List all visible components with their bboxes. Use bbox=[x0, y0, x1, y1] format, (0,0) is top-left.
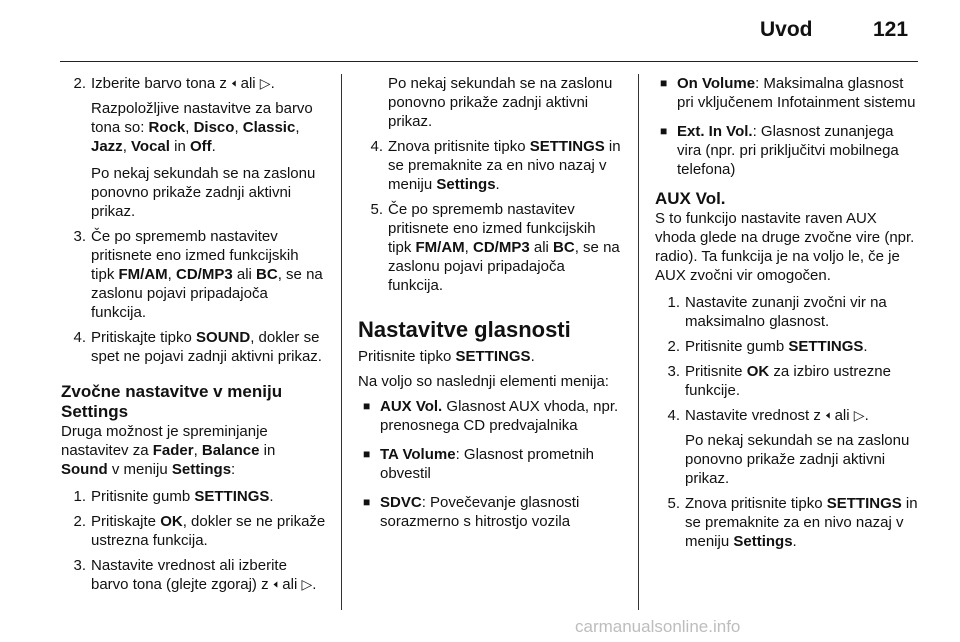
page-header-title: Uvod bbox=[760, 18, 813, 41]
paragraph: Druga možnost je spreminjanje nastavitev za Fader, Balance in Sound v meniju Settings: bbox=[61, 423, 276, 478]
section-heading: AUX Vol. bbox=[655, 189, 726, 208]
list-item: 5. Če po sprememb nastavitev pritisnete eno izmed funkcijskih tipk FM/AM, CD/MP3 ali BC, se na zaslonu pojavi pripadajoča funkcija. bbox=[370, 201, 620, 294]
right-arrow-icon: ▷ bbox=[301, 576, 313, 592]
section-heading: Nastavitve glasnosti bbox=[358, 317, 571, 342]
watermark: carmanualsonline.info bbox=[575, 617, 741, 636]
header-rule bbox=[60, 61, 918, 62]
left-arrow-icon: 🢐 bbox=[825, 407, 831, 423]
list-item: 1. Nastavite zunanji zvočni vir na maksimalno glasnost. bbox=[667, 294, 887, 330]
list-item: 2. Pritisnite gumb SETTINGS. bbox=[667, 338, 868, 355]
bullet-icon: ■ bbox=[363, 495, 371, 509]
bullet-icon: ■ bbox=[363, 399, 371, 413]
paragraph: Na voljo so naslednji elementi menija: bbox=[358, 373, 609, 390]
paragraph: Po nekaj sekundah se na zaslonu ponovno prikaže zadnji aktivni prikaz. bbox=[685, 432, 910, 487]
list-item: 3. Nastavite vrednost ali izberite barvo tona (glejte zgoraj) z 🢐 ali ▷. bbox=[73, 557, 317, 593]
list-item: ■ On Volume: Maksimalna glasnost pri vključenem Infotainment sistemu bbox=[660, 75, 916, 111]
list-item: ■ AUX Vol. Glasnost AUX vhoda, npr. prenosnega CD predvajalnika bbox=[363, 398, 619, 434]
left-arrow-icon: 🢐 bbox=[272, 576, 279, 592]
list-item: 1. Pritisnite gumb SETTINGS. bbox=[73, 488, 274, 505]
paragraph: S to funkcijo nastavite raven AUX vhoda glede na druge zvočne vire (npr. radio). Ta funkcija je na voljo le, če je AUX zvočni vir omogočen. bbox=[655, 210, 915, 284]
paragraph: Razpoložljive nastavitve za barvo tona so: Rock, Disco, Classic, Jazz, Vocal in Off. bbox=[91, 100, 313, 155]
bullet-icon: ■ bbox=[660, 124, 668, 138]
column-divider-1 bbox=[341, 74, 342, 610]
column-3 bbox=[655, 74, 920, 557]
column-1 bbox=[61, 74, 326, 600]
list-item: 3. Če po sprememb nastavitev pritisnete eno izmed funkcijskih tipk FM/AM, CD/MP3 ali BC, se na zaslonu pojavi pripadajoča funkcija. bbox=[73, 228, 323, 321]
list-item: ■ Ext. In Vol.: Glasnost zunanjega vira (npr. pri priključitvi mobilnega telefona) bbox=[660, 123, 899, 178]
list-item: 4. Znova pritisnite tipko SETTINGS in se premaknite za en nivo nazaj v meniju Settings. bbox=[370, 138, 621, 193]
list-item: ■ SDVC: Povečevanje glasnosti sorazmerno s hitrostjo vozila bbox=[363, 494, 580, 530]
right-arrow-icon: ▷ bbox=[853, 407, 865, 423]
paragraph: Po nekaj sekundah se na zaslonu ponovno prikaže zadnji aktivni prikaz. bbox=[388, 75, 613, 130]
section-heading: Zvočne nastavitve v meniju Settings bbox=[61, 382, 283, 421]
page-number: 121 bbox=[873, 18, 909, 41]
bullet-icon: ■ bbox=[660, 76, 668, 90]
list-item: ■ TA Volume: Glasnost prometnih obvestil bbox=[363, 446, 594, 482]
column-2 bbox=[358, 74, 623, 541]
paragraph: Pritisnite tipko SETTINGS. bbox=[358, 348, 535, 365]
list-item: 5. Znova pritisnite tipko SETTINGS in se premaknite za en nivo nazaj v meniju Settings. bbox=[667, 495, 918, 550]
column-divider-2 bbox=[638, 74, 639, 610]
left-arrow-icon: 🢐 bbox=[231, 75, 237, 91]
list-item: 3. Pritisnite OK za izbiro ustrezne funkcije. bbox=[667, 363, 891, 399]
list-item: 4. Pritiskajte tipko SOUND, dokler se spet ne pojavi zadnji aktivni prikaz. bbox=[73, 329, 322, 365]
right-arrow-icon: ▷ bbox=[259, 75, 271, 91]
list-item: 4. Nastavite vrednost z 🢐 ali ▷. bbox=[667, 407, 869, 424]
list-item: 2. Izberite barvo tona z 🢐 ali ▷. bbox=[73, 75, 275, 92]
bullet-icon: ■ bbox=[363, 447, 371, 461]
list-item: 2. Pritiskajte OK, dokler se ne prikaže ustrezna funkcija. bbox=[73, 513, 326, 549]
paragraph: Po nekaj sekundah se na zaslonu ponovno prikaže zadnji aktivni prikaz. bbox=[91, 165, 316, 220]
